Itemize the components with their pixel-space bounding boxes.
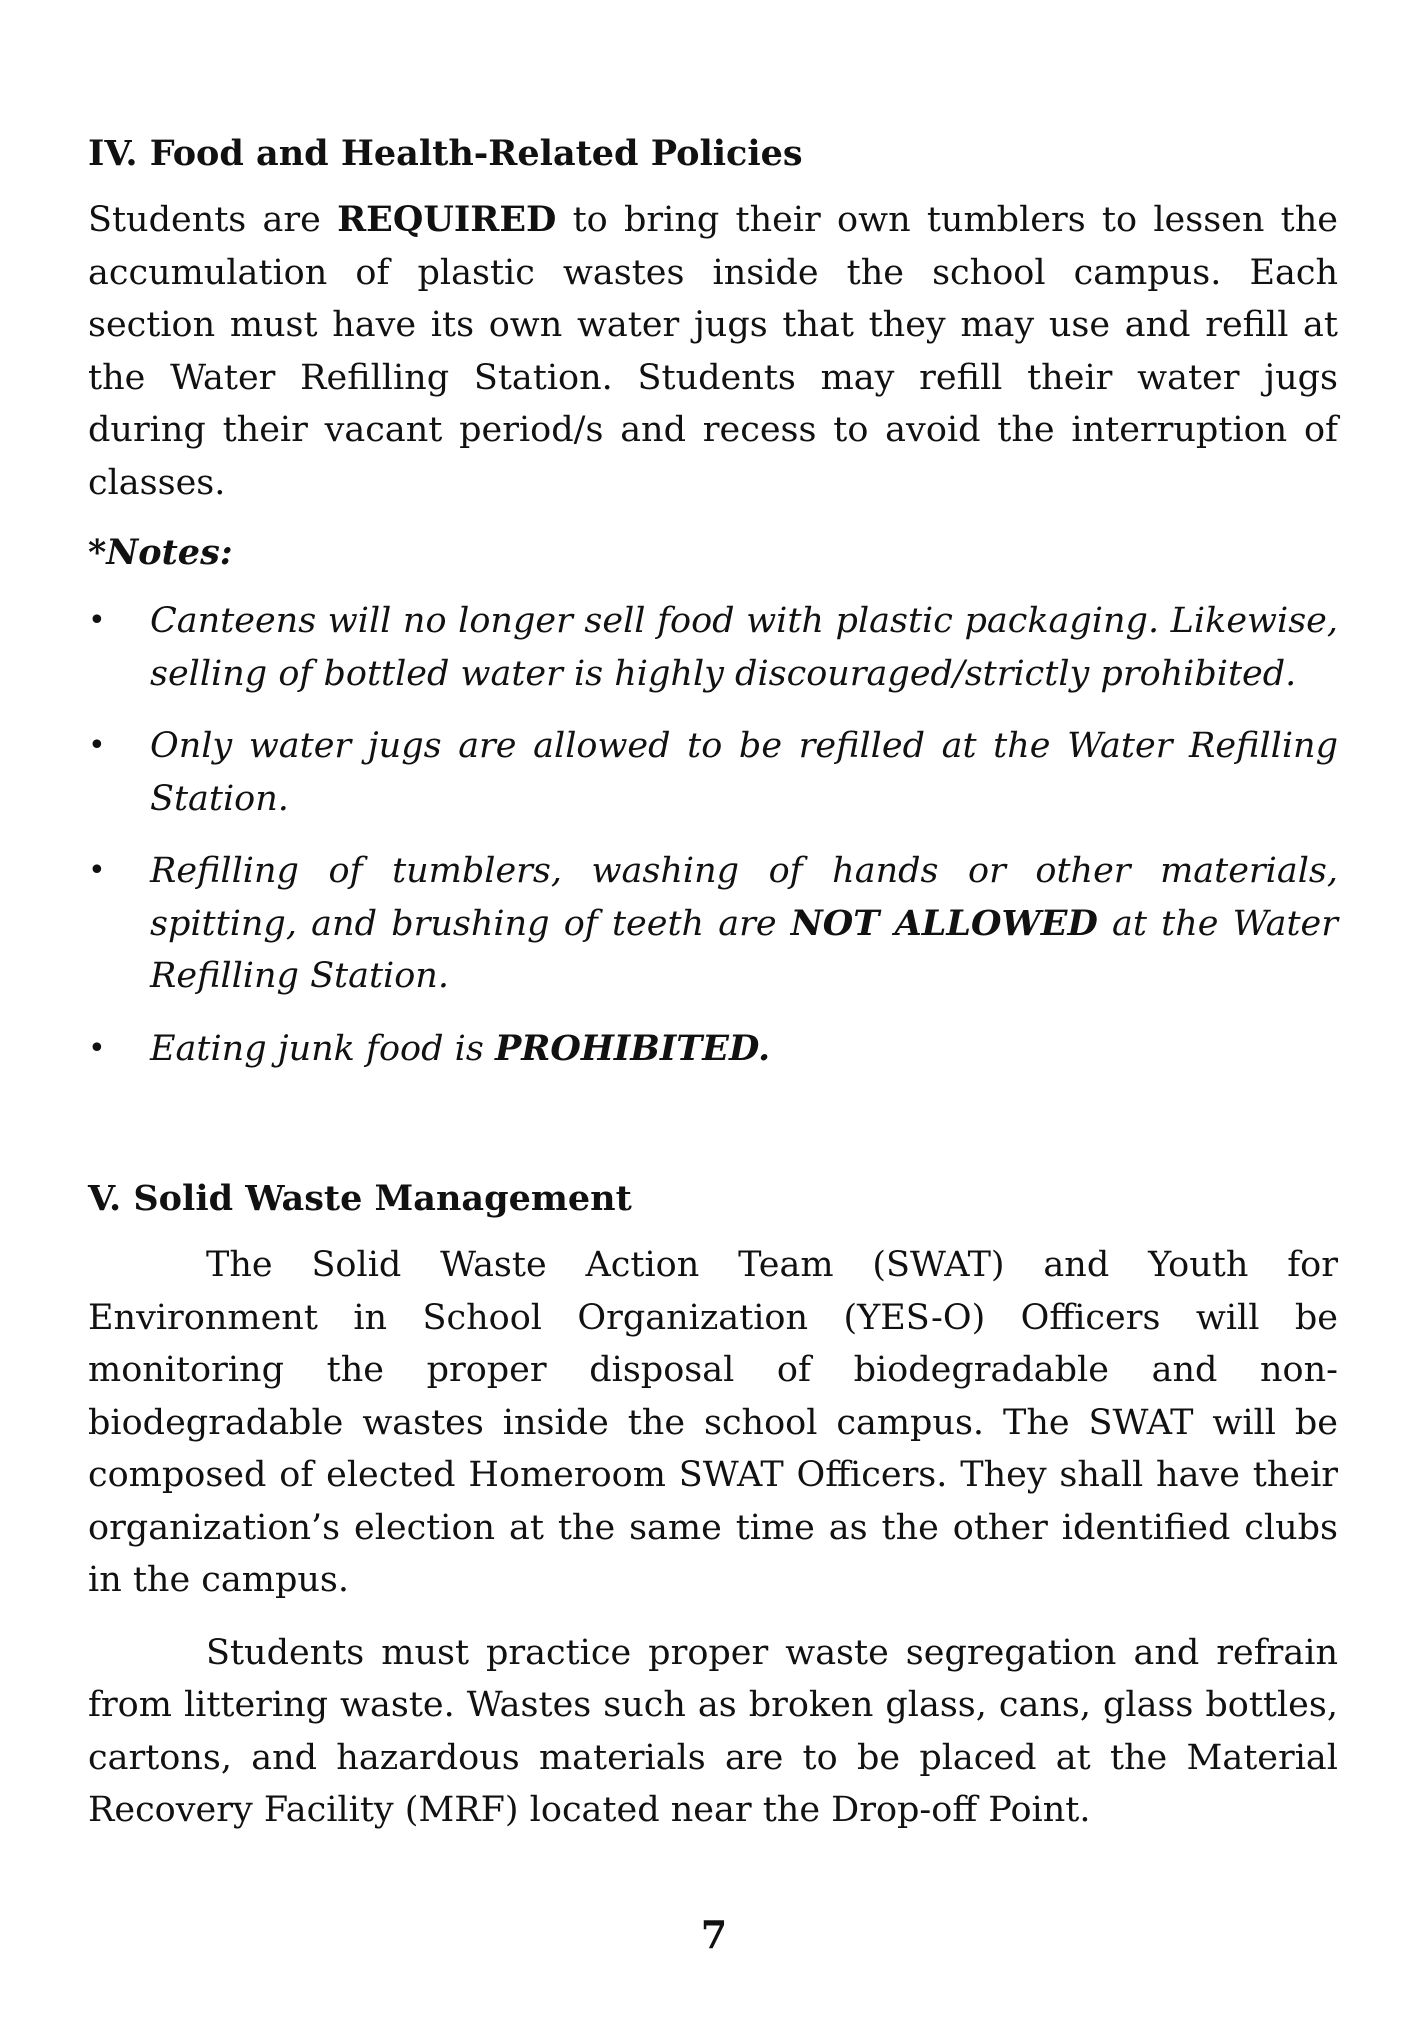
section-heading-food-health: IV. Food and Health-Related Policies: [88, 133, 803, 174]
notes-list: [88, 595, 1338, 1075]
bullet-icon: •: [88, 853, 106, 888]
note-item-not-allowed: • Refilling of tumblers, washing of hands or other materials, spitting, and brushing of teeth are NOT ALLOWED at the Water Refilling Station.: [88, 845, 1338, 1003]
bullet-icon: •: [88, 728, 106, 763]
document-page: [88, 128, 1338, 1837]
bullet-icon: •: [88, 603, 106, 638]
page-number: 7: [700, 1912, 728, 1957]
note-item-canteens: • Canteens will no longer sell food with plastic packaging. Likewise, selling of bottled water is highly discouraged/strictly prohibited.: [88, 595, 1338, 700]
notes-label: *Notes:: [88, 532, 233, 573]
paragraph-spacer: [88, 1607, 1338, 1627]
swat-paragraph: The Solid Waste Action Team (SWAT) and Youth for Environment in School Organization (YES-O) Officers will be monitoring the proper disposal of biodegradable and non-biodegradable wastes inside the school campus. The SWAT will be composed of elected Homeroom SWAT Officers. They shall have their organization’s election at the same time as the other identified clubs in the campus.: [88, 1245, 1338, 1600]
prohibited-emphasis: PROHIBITED.: [494, 1027, 771, 1069]
not-allowed-emphasis: NOT ALLOWED: [790, 902, 1098, 944]
note-item-water-jugs: • Only water jugs are allowed to be refilled at the Water Refilling Station.: [88, 720, 1338, 825]
food-policy-paragraph: Students are REQUIRED to bring their own tumblers to lessen the accumulation of plastic wastes inside the school campus. Each section must have its own water jugs that they may use and refill at the Water Refilling Station. Students may refill their water jugs during their vacant period/s and recess to avoid the interruption of classes.: [88, 199, 1338, 503]
section-heading-solid-waste: V. Solid Waste Management: [88, 1178, 632, 1219]
note-item-junk-food: • Eating junk food is PROHIBITED.: [88, 1023, 1338, 1076]
section-spacer: [88, 1095, 1338, 1173]
bullet-icon: •: [88, 1030, 106, 1066]
required-emphasis: REQUIRED: [337, 199, 557, 240]
segregation-paragraph: Students must practice proper waste segregation and refrain from littering waste. Wastes such as broken glass, cans, glass bottles, cartons, and hazardous materials are to be placed at the Material Recovery Facility (MRF) located near the Drop-off Point.: [88, 1632, 1338, 1830]
